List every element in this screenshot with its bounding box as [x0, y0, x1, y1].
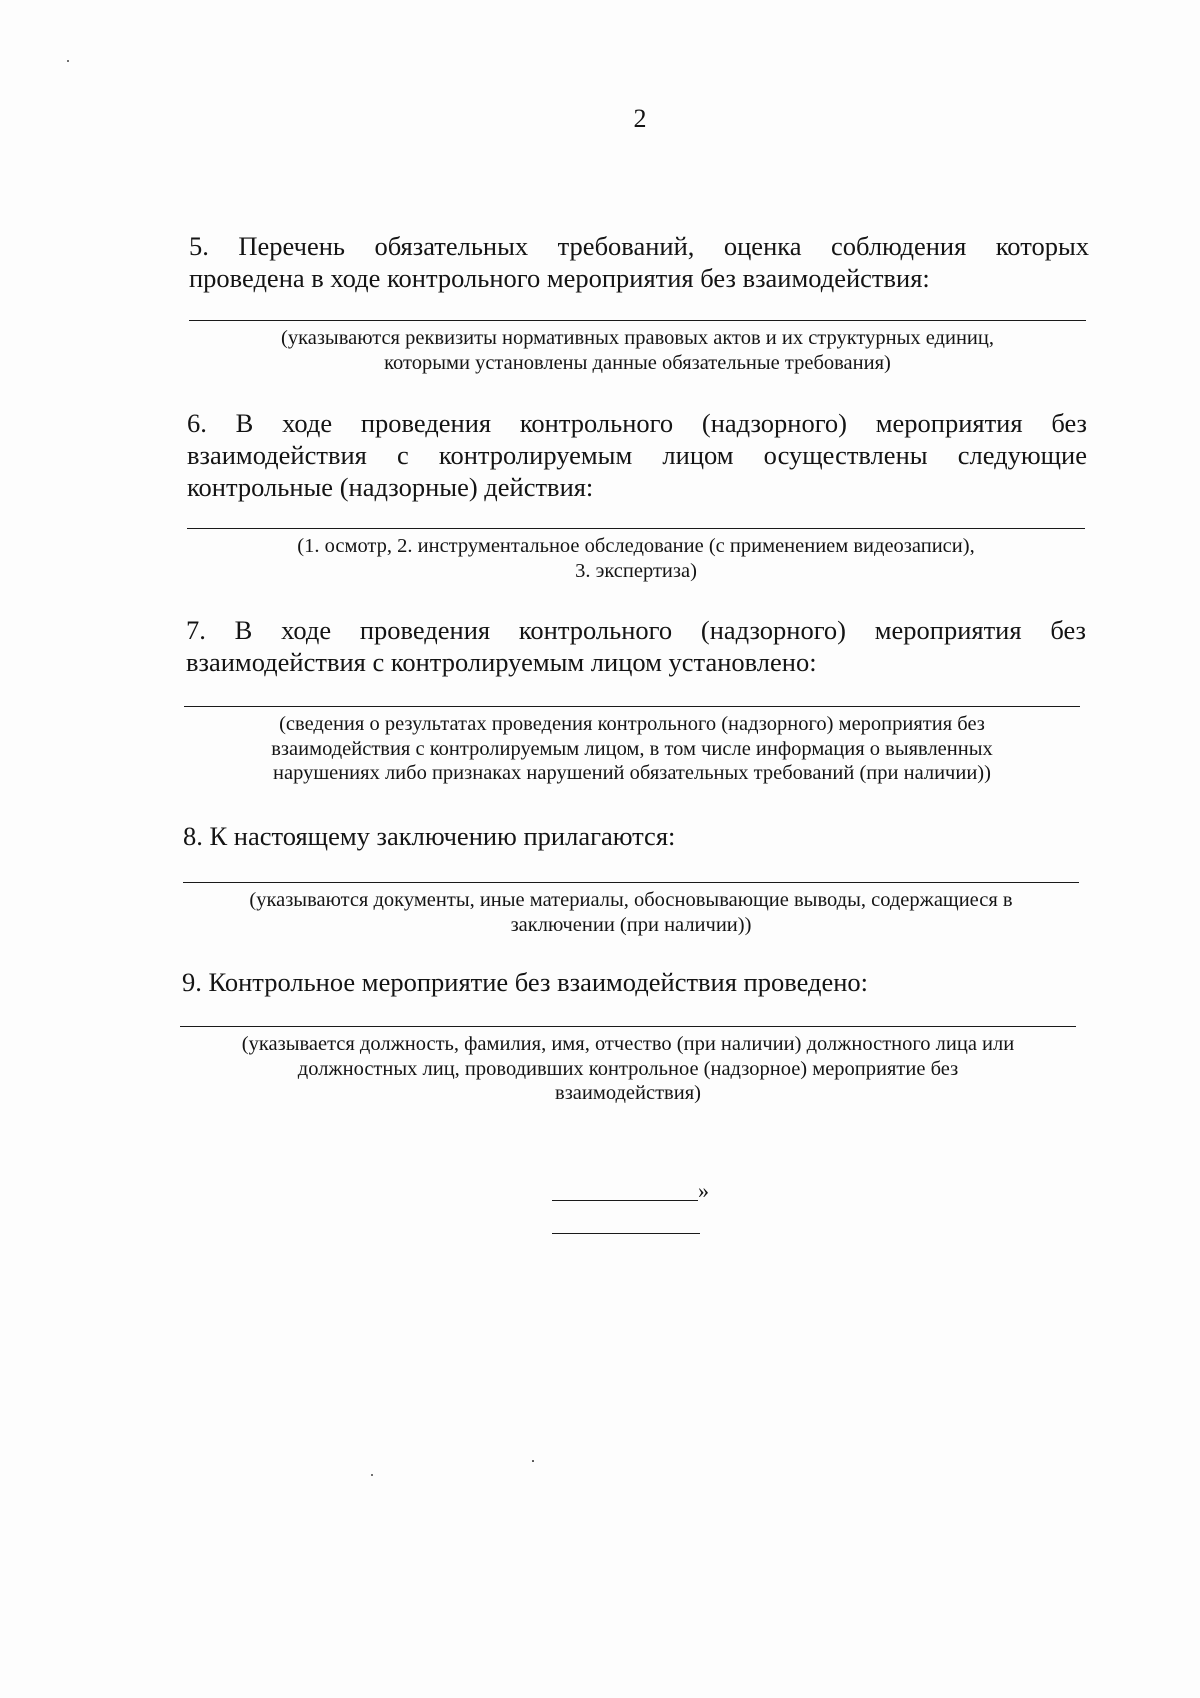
section-5-hint-line-1: (указываются реквизиты нормативных правовых актов и их структурных единиц,: [281, 327, 994, 349]
scan-speck: [371, 1474, 373, 1476]
section-7-hint-line-3: нарушениях либо признаках нарушений обязательных требований (при наличии)): [273, 762, 991, 784]
section-7-hint: [184, 712, 1080, 786]
section-9-fill-line: [180, 1026, 1076, 1027]
section-6-line-2: взаимодействия с контролируемым лицом осуществлены следующие: [187, 440, 1087, 470]
section-6-line-1: 6. В ходе проведения контрольного (надзорного) мероприятия без: [187, 408, 1087, 438]
section-7-fill-line: [184, 706, 1080, 707]
section-7-line-1: 7. В ходе проведения контрольного (надзорного) мероприятия без: [186, 615, 1086, 645]
section-6-hint: [187, 534, 1085, 583]
closing-quote: »: [698, 1178, 709, 1203]
section-8-fill-line: [183, 882, 1079, 883]
section-8-text: [183, 820, 1083, 852]
section-8-hint-line-1: (указываются документы, иные материалы, обосновывающие выводы, содержащиеся в: [249, 889, 1013, 911]
section-9-hint: [180, 1032, 1076, 1106]
section-5-line-1: 5. Перечень обязательных требований, оценка соблюдения которых: [189, 231, 1089, 261]
section-5-line-2: проведена в ходе контрольного мероприятия без взаимодействия:: [189, 263, 930, 293]
section-6-hint-line-1: (1. осмотр, 2. инструментальное обследование (с применением видеозаписи),: [297, 535, 975, 557]
section-5-text: [189, 230, 1089, 294]
section-6-fill-line: [187, 528, 1085, 529]
section-8-hint-line-2: заключении (при наличии)): [510, 913, 752, 936]
section-8-line-1: 8. К настоящему заключению прилагаются:: [183, 821, 676, 851]
section-7-text: [186, 614, 1086, 678]
section-7-line-2: взаимодействия с контролируемым лицом установлено:: [186, 647, 817, 677]
section-9-line-1: 9. Контрольное мероприятие без взаимодействия проведено:: [182, 967, 869, 997]
section-6-text: [187, 407, 1087, 503]
page-number: 2: [633, 104, 647, 133]
section-7-hint-line-1: (сведения о результатах проведения контрольного (надзорного) мероприятия без: [279, 713, 985, 735]
section-6-line-3: контрольные (надзорные) действия:: [187, 472, 594, 502]
section-9-hint-line-3: взаимодействия): [555, 1082, 701, 1104]
closing-blank-line-1: [552, 1200, 698, 1201]
section-8-hint: [183, 888, 1079, 937]
section-7-hint-line-2: взаимодействия с контролируемым лицом, в том числе информация о выявленных: [271, 737, 993, 760]
section-5-hint-line-2: которыми установлены данные обязательные требования): [384, 351, 891, 374]
scan-speck: [67, 60, 69, 62]
section-5-hint: [189, 326, 1086, 375]
closing-blank-line-2: [552, 1233, 700, 1234]
section-6-hint-line-2: 3. экспертиза): [575, 559, 697, 582]
section-9-hint-line-2: должностных лиц, проводивших контрольное (надзорное) мероприятие без: [297, 1057, 959, 1080]
scan-speck: [532, 1460, 534, 1462]
section-9-text: [182, 966, 1082, 998]
section-9-hint-line-1: (указывается должность, фамилия, имя, отчество (при наличии) должностного лица или: [241, 1033, 1015, 1055]
section-5-fill-line: [189, 320, 1086, 321]
